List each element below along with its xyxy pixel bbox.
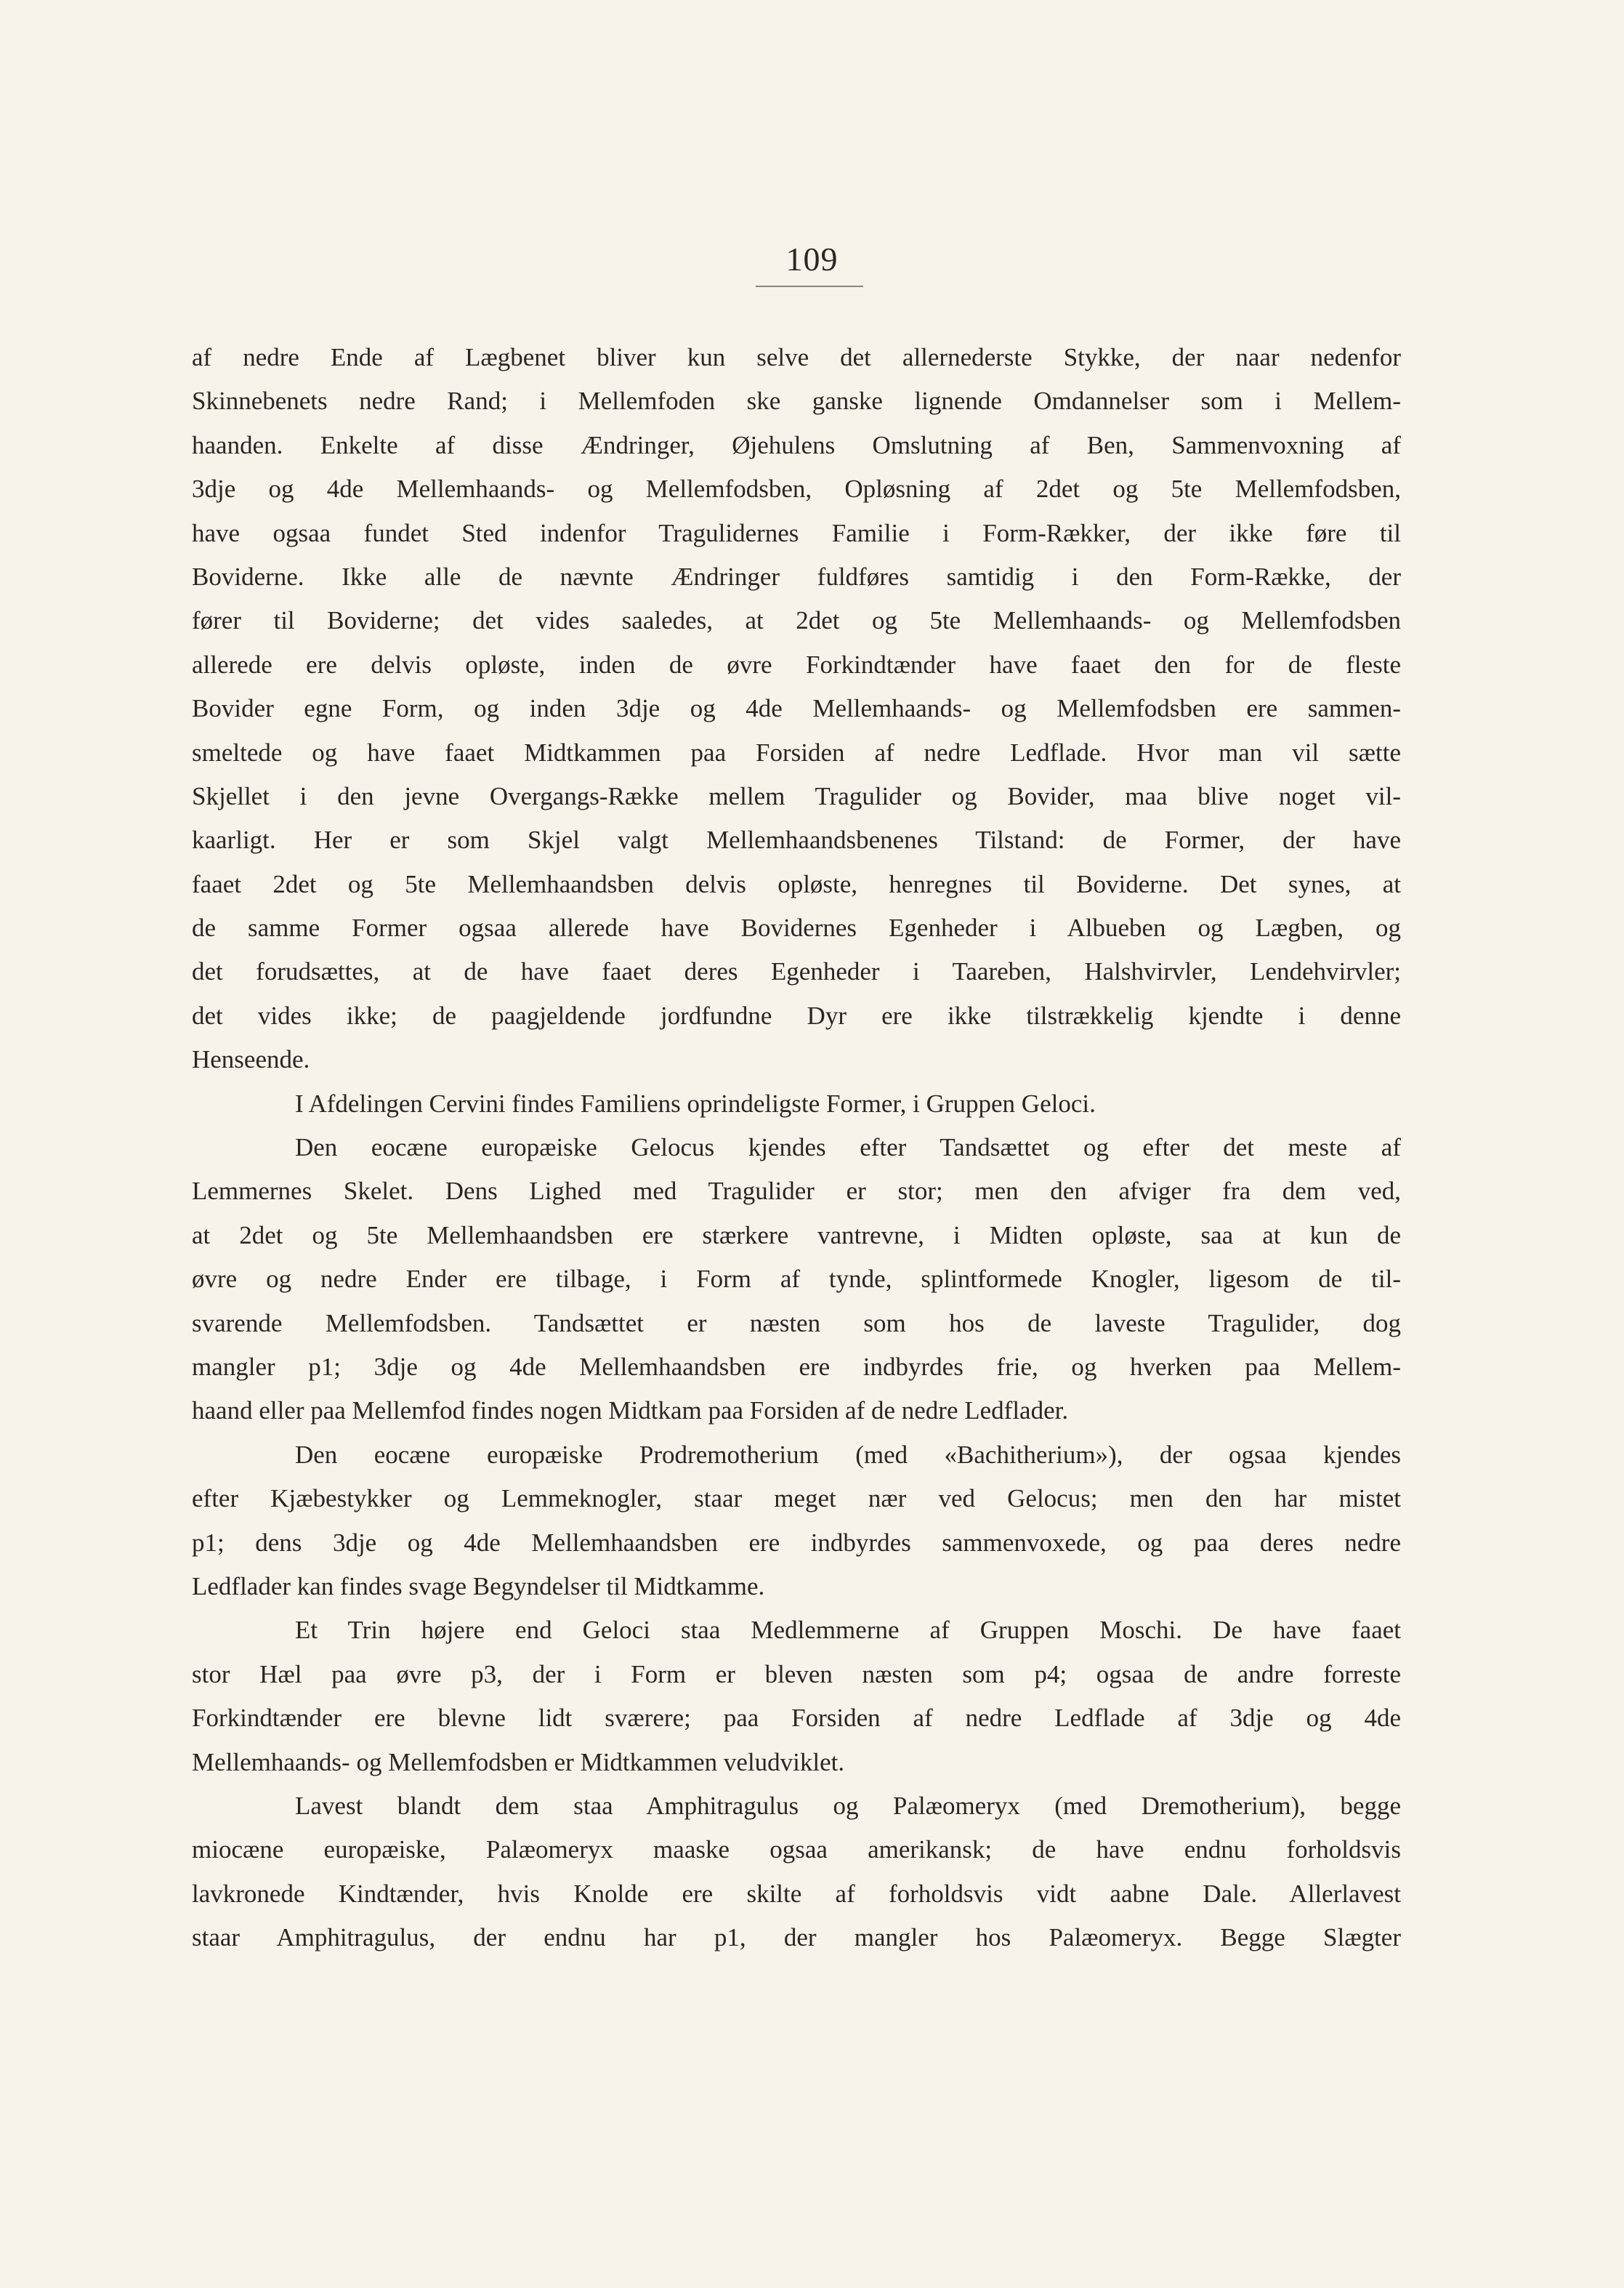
page-number-rule <box>756 286 863 287</box>
text-line <box>192 1389 1401 1433</box>
text-line-content: Boviderne. Ikke alle de nævnte Ændringer fuldføres samtidig i den Form-Række, der <box>192 562 1401 591</box>
text-line-content: svarende Mellemfodsben. Tandsættet er næsten som hos de laveste Tragulider, dog <box>192 1308 1401 1337</box>
text-line <box>192 1653 1401 1696</box>
text-line-content: Den eocæne europæiske Prodremotherium (med «Bachitherium»), der ogsaa kjendes <box>295 1440 1401 1469</box>
text-line <box>192 1126 1401 1169</box>
text-line <box>192 1433 1401 1477</box>
text-line-content: at 2det og 5te Mellemhaandsben ere stærkere vantrevne, i Midten opløste, saa at kun de <box>192 1220 1401 1249</box>
text-line-content: Skinnebenets nedre Rand; i Mellemfoden ske ganske lignende Omdannelser som i Mellem- <box>192 387 1401 416</box>
text-line-content: haanden. Enkelte af disse Ændringer, Øjehulens Omslutning af Ben, Sammenvoxning af <box>192 430 1401 459</box>
text-line <box>192 1741 1401 1784</box>
text-line-content: Lemmernes Skelet. Dens Lighed med Tragulider er stor; men den afviger fra dem ved, <box>192 1177 1401 1206</box>
text-line <box>192 775 1401 818</box>
text-line-content: Lavest blandt dem staa Amphitragulus og Palæomeryx (med Dremotherium), begge <box>295 1791 1401 1820</box>
text-line <box>192 1257 1401 1301</box>
text-line-content: miocæne europæiske, Palæomeryx maaske ogsaa amerikansk; de have endnu forholdsvis <box>192 1835 1401 1864</box>
text-line-content: 3dje og 4de Mellemhaands- og Mellemfodsben, Opløsning af 2det og 5te Mellemfodsben, <box>192 475 1401 504</box>
text-line <box>192 1696 1401 1740</box>
text-line-content: I Afdelingen Cervini findes Familiens oprindeligste Former, i Gruppen Geloci. <box>295 1089 1096 1118</box>
page-number: 109 <box>785 241 839 278</box>
text-line <box>192 599 1401 643</box>
text-line-content: Skjellet i den jevne Overgangs-Række mellem Tragulider og Bovider, maa blive noget vil- <box>192 781 1401 810</box>
text-line <box>192 687 1401 730</box>
text-line <box>192 336 1401 379</box>
text-line-content: stor Hæl paa øvre p3, der i Form er bleven næsten som p4; ogsaa de andre forreste <box>192 1659 1401 1688</box>
text-line <box>192 994 1401 1038</box>
text-line-content: p1; dens 3dje og 4de Mellemhaandsben ere indbyrdes sammenvoxede, og paa deres nedre <box>192 1528 1401 1557</box>
text-line <box>192 555 1401 599</box>
text-line-content: Forkindtænder ere blevne lidt sværere; paa Forsiden af nedre Ledflade af 3dje og 4de <box>192 1704 1401 1733</box>
text-line <box>192 1828 1401 1872</box>
text-line <box>192 731 1401 775</box>
text-line-content: Mellemhaands- og Mellemfodsben er Midtkammen veludviklet. <box>192 1747 845 1776</box>
text-line-content: efter Kjæbestykker og Lemmeknogler, staar meget nær ved Gelocus; men den har mistet <box>192 1484 1401 1513</box>
text-line <box>192 1169 1401 1213</box>
text-line-content: de samme Former ogsaa allerede have Bovidernes Egenheder i Albueben og Lægben, og <box>192 914 1401 943</box>
text-line-content: øvre og nedre Ender ere tilbage, i Form af tynde, splintformede Knogler, ligesom de til- <box>192 1265 1401 1294</box>
text-line <box>192 467 1401 511</box>
text-line <box>192 1521 1401 1565</box>
text-line <box>192 1872 1401 1916</box>
text-line-content: lavkronede Kindtænder, hvis Knolde ere skilte af forholdsvis vidt aabne Dale. Allerlavest <box>192 1879 1401 1908</box>
text-line <box>192 906 1401 950</box>
text-line <box>192 379 1401 423</box>
text-line-content: af nedre Ende af Lægbenet bliver kun selve det allernederste Stykke, der naar nedenfor <box>192 343 1401 371</box>
text-line <box>192 818 1401 862</box>
text-line-content: Bovider egne Form, og inden 3dje og 4de Mellemhaands- og Mellemfodsben ere sammen- <box>192 694 1401 723</box>
text-line-content: haand eller paa Mellemfod findes nogen Midtkam paa Forsiden af de nedre Ledflader. <box>192 1396 1069 1425</box>
text-line-content: smeltede og have faaet Midtkammen paa Forsiden af nedre Ledflade. Hvor man vil sætte <box>192 738 1401 767</box>
text-line <box>192 1565 1401 1608</box>
text-line <box>192 1082 1401 1126</box>
text-line <box>192 424 1401 467</box>
text-line-content: Ledflader kan findes svage Begyndelser til Midtkamme. <box>192 1571 765 1600</box>
text-line-content: staar Amphitragulus, der endnu har p1, der mangler hos Palæomeryx. Begge Slægter <box>192 1923 1401 1952</box>
text-line-content: mangler p1; 3dje og 4de Mellemhaandsben ere indbyrdes frie, og hverken paa Mellem- <box>192 1352 1401 1381</box>
text-line-content: have ogsaa fundet Sted indenfor Tragulidernes Familie i Form-Rækker, der ikke føre til <box>192 518 1401 547</box>
text-line <box>192 1784 1401 1828</box>
text-line <box>192 1608 1401 1652</box>
text-line-content: Henseende. <box>192 1045 310 1074</box>
text-line-content: Et Trin højere end Geloci staa Medlemmerne af Gruppen Moschi. De have faaet <box>295 1616 1401 1645</box>
text-line-content: det vides ikke; de paagjeldende jordfundne Dyr ere ikke tilstrækkelig kjendte i denne <box>192 1001 1401 1030</box>
text-line <box>192 950 1401 994</box>
text-line <box>192 863 1401 906</box>
text-line <box>192 512 1401 555</box>
text-line <box>192 1916 1401 1959</box>
text-line-content: kaarligt. Her er som Skjel valgt Mellemhaandsbenenes Tilstand: de Former, der have <box>192 826 1401 855</box>
text-line-content: fører til Boviderne; det vides saaledes, at 2det og 5te Mellemhaands- og Mellemfodsben <box>192 606 1401 635</box>
text-line-content: Den eocæne europæiske Gelocus kjendes efter Tandsættet og efter det meste af <box>295 1133 1401 1162</box>
text-line <box>192 1477 1401 1520</box>
text-line <box>192 1038 1401 1081</box>
text-line <box>192 1214 1401 1257</box>
text-line <box>192 643 1401 687</box>
text-line-content: faaet 2det og 5te Mellemhaandsben delvis opløste, henregnes til Boviderne. Det synes, at <box>192 869 1401 898</box>
text-line <box>192 1345 1401 1389</box>
text-line-content: allerede ere delvis opløste, inden de øvre Forkindtænder have faaet den for de fleste <box>192 650 1401 679</box>
text-line-content: det forudsættes, at de have faaet deres Egenheder i Taareben, Halshvirvler, Lendehvirvler; <box>192 957 1401 986</box>
body-text <box>192 336 1401 1959</box>
text-line <box>192 1302 1401 1345</box>
